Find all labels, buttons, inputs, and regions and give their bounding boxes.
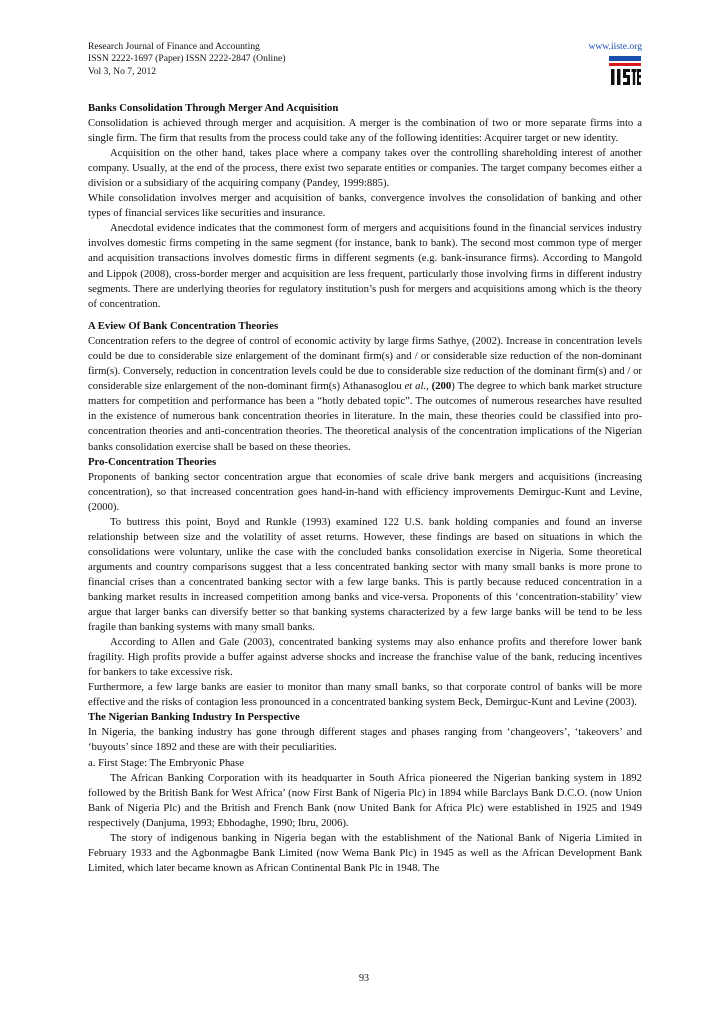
paragraph: The African Banking Corporation with its headquarter in South Africa pioneered the Nigerian banking system in 1892 followed by the British Bank for West Africa’ (now First Bank of Nigeria Plc) in 1894 while Barclays Bank D.C.O. (now Union Bank of Nigeria Plc) and the British and French Bank (now United Bank for Africa Plc) were established in 1925 and 1949 respectively (Danjuma, 1993; Ebhodaghe, 1990; Ibru, 2006). <box>88 771 642 829</box>
paragraph-concentration <box>88 334 642 454</box>
iiste-logo <box>608 54 642 88</box>
section-heading-pro-concentration: Pro-Concentration Theories <box>88 455 217 468</box>
article-body <box>88 101 642 876</box>
list-item-first-stage: a. First Stage: The Embryonic Phase <box>88 756 244 769</box>
journal-issn: ISSN 2222-1697 (Paper) ISSN 2222-2847 (Online) <box>88 53 286 65</box>
journal-url-link[interactable]: www.iiste.org <box>588 41 642 52</box>
paragraph: According to Allen and Gale (2003), concentrated banking systems may also enhance profits and therefore lower bank fragility. High profits provide a buffer against adverse shocks and increase the franchise value of the bank, reducing incentives for bankers to take excessive risk. <box>88 636 642 679</box>
section-heading-consolidation: Banks Consolidation Through Merger And Acquisition <box>88 102 339 114</box>
paragraph: The story of indigenous banking in Nigeria began with the establishment of the National Bank of Nigeria Limited in February 1933 and the Agbonmagbe Bank Limited (now Wema Bank Plc) in 1945 as well as the African Development Bank Limited, which later became known as African Continental Bank Plc in 1948. The <box>88 831 642 874</box>
paragraph: To buttress this point, Boyd and Runkle (1993) examined 122 U.S. bank holding companies and found an inverse relationship between size and the volatility of asset returns. However, these findings are based on situations in which the consolidations were voluntary, unlike the case with the concluded banks consolidation exercise in Nigeria. Some theoretical arguments and country comparisons suggest that a less concentrated banking sector with many small banks is more prone to financial crises than a concentrated banking sector with a few large banks. This is partly because reduced concentration in a banking market results in increased competition among banks and vice-versa. Proponents of this ‘concentration-stability’ view argue that larger banks can diversify better so that banking systems characterized by a few large banks will be tend to be less fragile than banking systems with many small banks. <box>88 515 642 634</box>
journal-title: Research Journal of Finance and Accounting <box>88 41 260 52</box>
citation-year: (200 <box>431 380 452 393</box>
paragraph: Furthermore, a few large banks are easier to monitor than many small banks, so that corporate control of banks will be more effective and the risks of contagion less pronounced in a concentrated banking system Beck, Demirguc-Kunt and Levine (2003). <box>88 681 642 709</box>
page-number: 93 <box>359 973 369 984</box>
paragraph: Acquisition on the other hand, takes place where a company takes over the controlling shareholding interest of another company. Usually, at the end of the process, there exist two separate entities or companies. The target company becomes either a division or a subsidiary of the acquiring company (Pandey, 1999:885). <box>88 147 642 190</box>
section-heading-nigerian-banking: The Nigerian Banking Industry In Perspective <box>88 711 300 724</box>
paragraph: In Nigeria, the banking industry has gone through different stages and phases ranging from ‘changeovers’, ‘takeovers’ and ‘buyouts’ since 1892 and these are with their peculiarities. <box>88 726 642 754</box>
section-heading-concentration-theories: A Eview Of Bank Concentration Theories <box>88 320 279 333</box>
paragraph: Proponents of banking sector concentration argue that economies of scale drive bank mergers and acquisitions (increasing concentration), so that increased concentration goes hand-in-hand with efficiency improvements Demirguc-Kunt and Levine, (2000). <box>88 470 642 513</box>
text-run: , <box>426 380 432 393</box>
paragraph: Consolidation is achieved through merger and acquisition. A merger is the combination of two or more separate firms into a single firm. The firm that results from the process could take any of the following identities: Acquirer target or new identity. <box>88 117 642 145</box>
paragraph: Anecdotal evidence indicates that the commonest form of mergers and acquisitions found in the financial services industry involves domestic firms competing in the same segment (for instance, bank to bank). The second most common type of merger and acquisition transactions involves domestic firms in different segments (e.g. bank-insurance firms). According to Mangold and Lippok (2008), cross-border merger and acquisition are less frequent, particularly those involving firms in different industry segments. There are underlying theories for regulatory institution’s push for mergers and acquisitions among which is the theory of concentration. <box>88 222 642 310</box>
paragraph: While consolidation involves merger and acquisition of banks, convergence involves the consolidation of banking and other types of financial services like securities and insurance. <box>88 192 642 220</box>
text-run: ) The degree to which bank market structure matters for competition and performance has been a “hotly debated topic”. The outcomes of numerous researches have resulted in the existence of numerous bank concentration theories in literature. In the main, these theories could be classified into pro-concentration theories and anti-concentration theories. The theoretical analysis of the concentration implications of the Nigerian banks consolidation exercise shall be based on these theories. <box>88 380 643 453</box>
citation-etal: et al. <box>404 380 427 393</box>
journal-header <box>88 41 642 101</box>
text-run: Concentration refers to the degree of control of economic activity by large firms Sathye, (2002). Increase in concentration levels could be due to considerable size enlargement of the dominant firm(s) and / or considerable size reduction of the non-dominant firm(s). Conversely, reduction in concentration levels could be due to considerable size reduction of the dominant firm(s) and / or considerable size enlargement of the non-dominant firm(s) Athanasoglou <box>88 335 642 393</box>
journal-volume: Vol 3, No 7, 2012 <box>88 65 157 77</box>
